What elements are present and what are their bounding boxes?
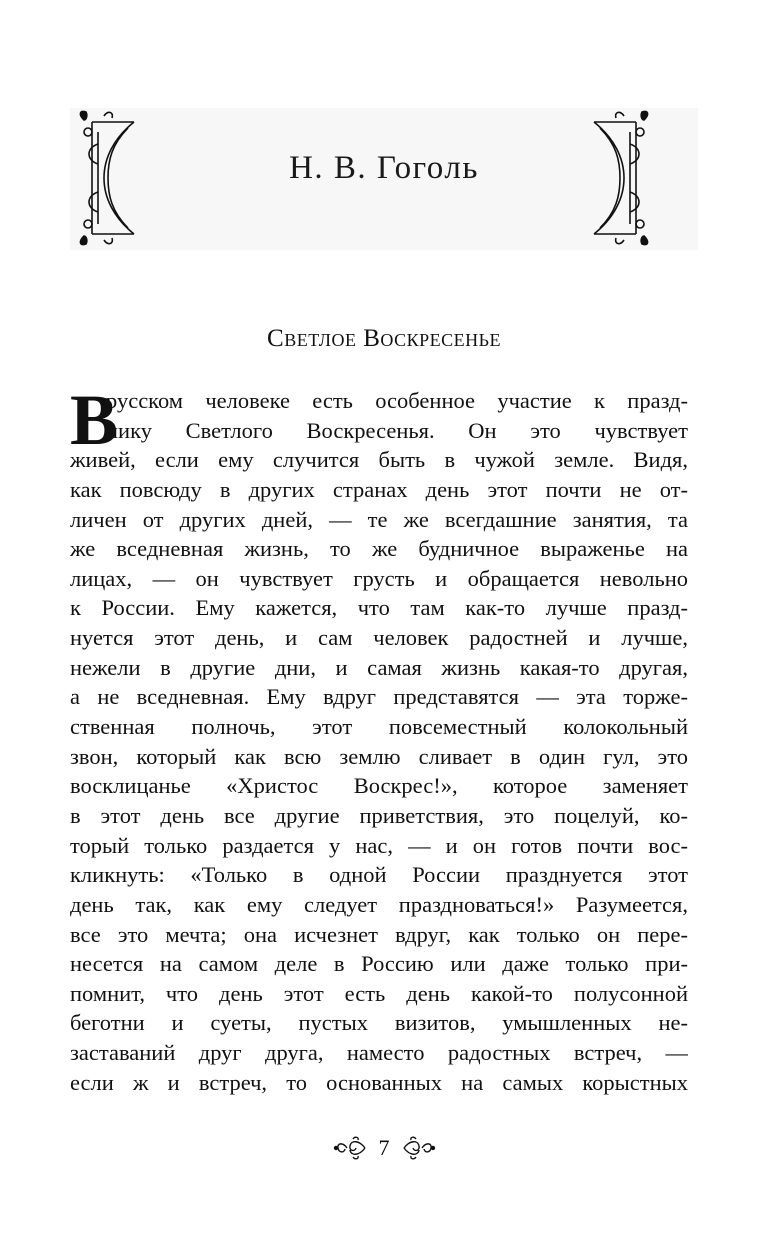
text-line: восклицанье «Христос Воскрес!», которое заменяет <box>70 773 688 799</box>
body-text <box>70 380 688 1097</box>
text-line: нуется этот день, и сам человек радостней и лучше, <box>70 625 688 651</box>
text-line: помнит, что день этот есть день какой-то полусонной <box>70 980 688 1006</box>
text-line: беготни и суеты, пустых визитов, умышленных не- <box>70 1010 688 1036</box>
text-line: все это мечта; она исчезнет вдруг, как только он пере- <box>70 921 688 947</box>
text-line: как повсюду в других странах день этот почти не от- <box>70 476 688 502</box>
flourish-left-icon <box>333 1135 367 1161</box>
chapter-title: Светлое Воскресенье <box>267 325 501 352</box>
text-line: ственная полночь, этот повсеместный колокольный <box>70 714 688 740</box>
author-name: Н. В. Гоголь <box>289 150 479 186</box>
text-line: нику Светлого Воскресенья. Он это чувствует <box>106 417 688 443</box>
text-line: русском человеке есть особенное участие к празд- <box>106 388 688 413</box>
page-number: 7 <box>378 1135 390 1160</box>
text-line: кликнуть: «Только в одной России празднуется этот <box>70 862 688 888</box>
text-line: живей, если ему случится быть в чужой земле. Видя, <box>70 447 688 473</box>
text-line: лицах, — он чувствует грусть и обращается невольно <box>70 565 688 591</box>
text-line: к России. Ему кажется, что там как-то лучше празд- <box>70 595 688 621</box>
text-line: в этот день все другие приветствия, это поцелуй, ко- <box>70 802 688 828</box>
text-line: нежели в другие дни, и самая жизнь какая-то другая, <box>70 654 688 680</box>
text-line: а не вседневная. Ему вдруг представятся — эта торже- <box>70 684 688 710</box>
drop-cap: В <box>70 380 119 460</box>
page-footer <box>0 1128 768 1168</box>
text-line: личен от других дней, — те же всегдашние занятия, та <box>70 506 688 532</box>
text-line: же вседневная жизнь, то же будничное выраженье на <box>70 536 688 562</box>
text-line: день так, как ему следует праздноваться!» Разумеется, <box>70 891 688 917</box>
text-line: звон, который как всю землю сливает в один гул, это <box>70 743 688 769</box>
text-line: несется на самом деле в Россию или даже только при- <box>70 951 688 977</box>
text-line: заставаний друг друга, наместо радостных встреч, — <box>70 1040 688 1066</box>
flourish-right-icon <box>402 1135 436 1161</box>
text-line: торый только раздается у нас, — и он готов почти вос- <box>70 832 688 858</box>
text-line: если ж и встреч, то основанных на самых корыстных <box>70 1069 688 1095</box>
